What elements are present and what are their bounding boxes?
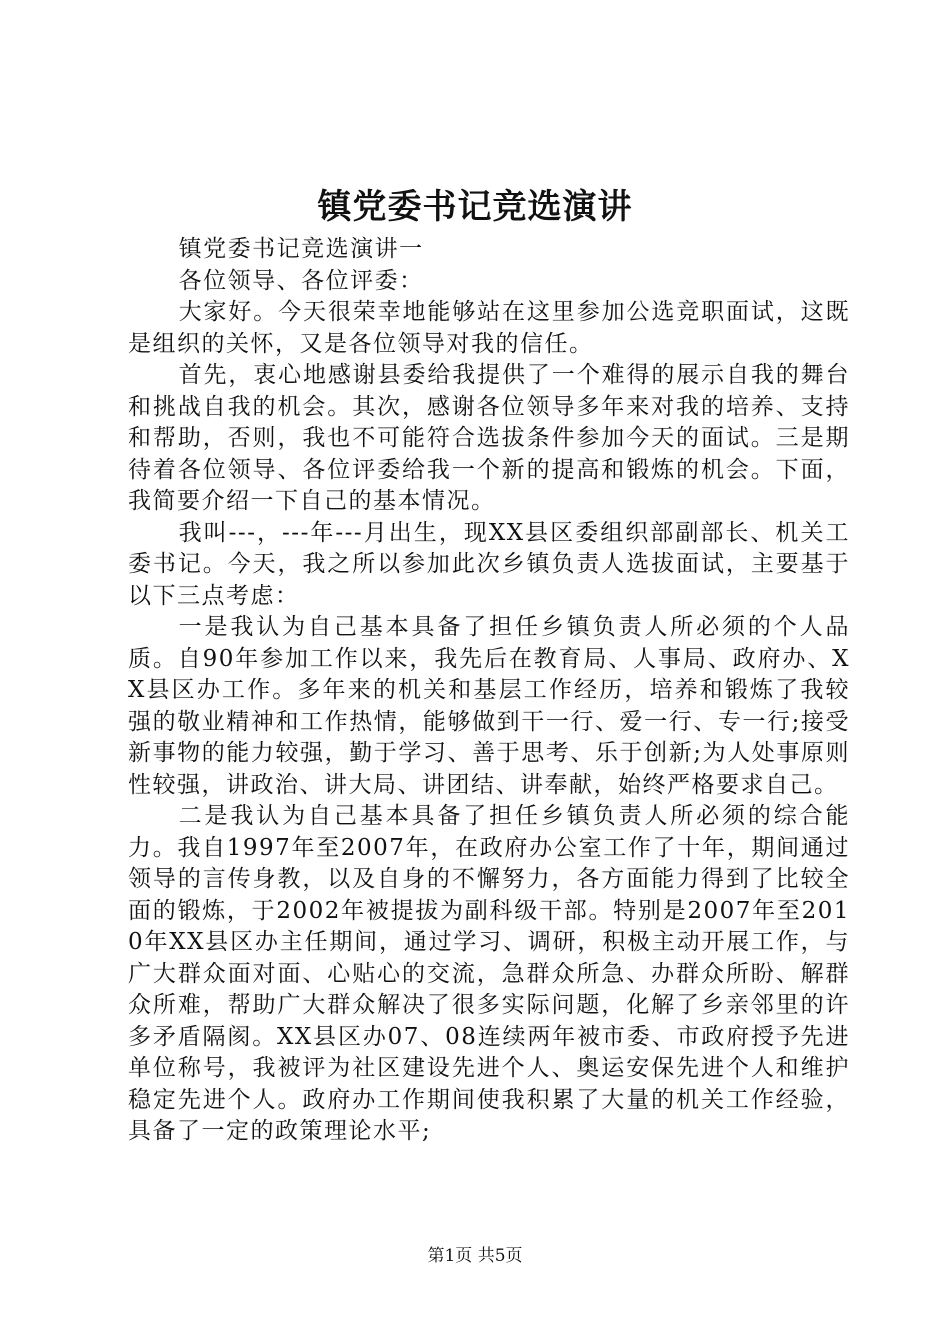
paragraph-greeting: 大家好。今天很荣幸地能够站在这里参加公选竞职面试，这既是组织的关怀，又是各位领导对我的信任。 (128, 299, 850, 357)
paragraph-point-two: 二是我认为自己基本具备了担任乡镇负责人所必须的综合能力。我自1997年至2007年，在政府办公室工作了十年，期间通过领导的言传身教，以及自身的不懈努力，各方面能力得到了比较全面的锻炼，于2002年被提拔为副科级干部。特别是2007年至2010年XX县区办主任期间，通过学习、调研，积极主动开展工作，与广大群众面对面、心贴心的交流，急群众所急、办群众所盼、解群众所难，帮助广大群众解决了很多实际问题，化解了乡亲邻里的许多矛盾隔阂。XX县区办07、08连续两年被市委、市政府授予先进单位称号，我被评为社区建设先进个人、奥运安保先进个人和维护稳定先进个人。政府办工作期间使我积累了大量的机关工作经验，具备了一定的政策理论水平; (128, 803, 850, 1144)
page-number: 第1页 共5页 (427, 1246, 523, 1266)
document-title: 镇党委书记竞选演讲 (317, 187, 633, 227)
paragraph-point-one: 一是我认为自己基本具备了担任乡镇负责人所必须的个人品质。自90年参加工作以来，我先后在教育局、人事局、政府办、XX县区办工作。多年来的机关和基层工作经历，培养和锻炼了我较强的敬业精神和工作热情，能够做到干一行、爱一行、专一行;接受新事物的能力较强，勤于学习、善于思考、乐于创新;为人处事原则性较强，讲政治、讲大局、讲团结、讲奉献，始终严格要求自己。 (128, 614, 850, 798)
paragraph-salutation: 各位领导、各位评委： (178, 267, 424, 294)
document-body (128, 234, 850, 1148)
paragraph-subtitle: 镇党委书记竞选演讲一 (178, 236, 424, 262)
paragraph-introduction: 我叫---，---年---月出生，现XX县区委组织部副部长、机关工委书记。今天，我之所以参加此次乡镇负责人选拔面试，主要基于以下三点考虑： (128, 519, 850, 609)
paragraph-thanks: 首先，衷心地感谢县委给我提供了一个难得的展示自我的舞台和挑战自我的机会。其次，感谢各位领导多年来对我的培养、支持和帮助，否则，我也不可能符合选拔条件参加今天的面试。三是期待着各位领导、各位评委给我一个新的提高和锻炼的机会。下面，我简要介绍一下自己的基本情况。 (128, 362, 850, 514)
